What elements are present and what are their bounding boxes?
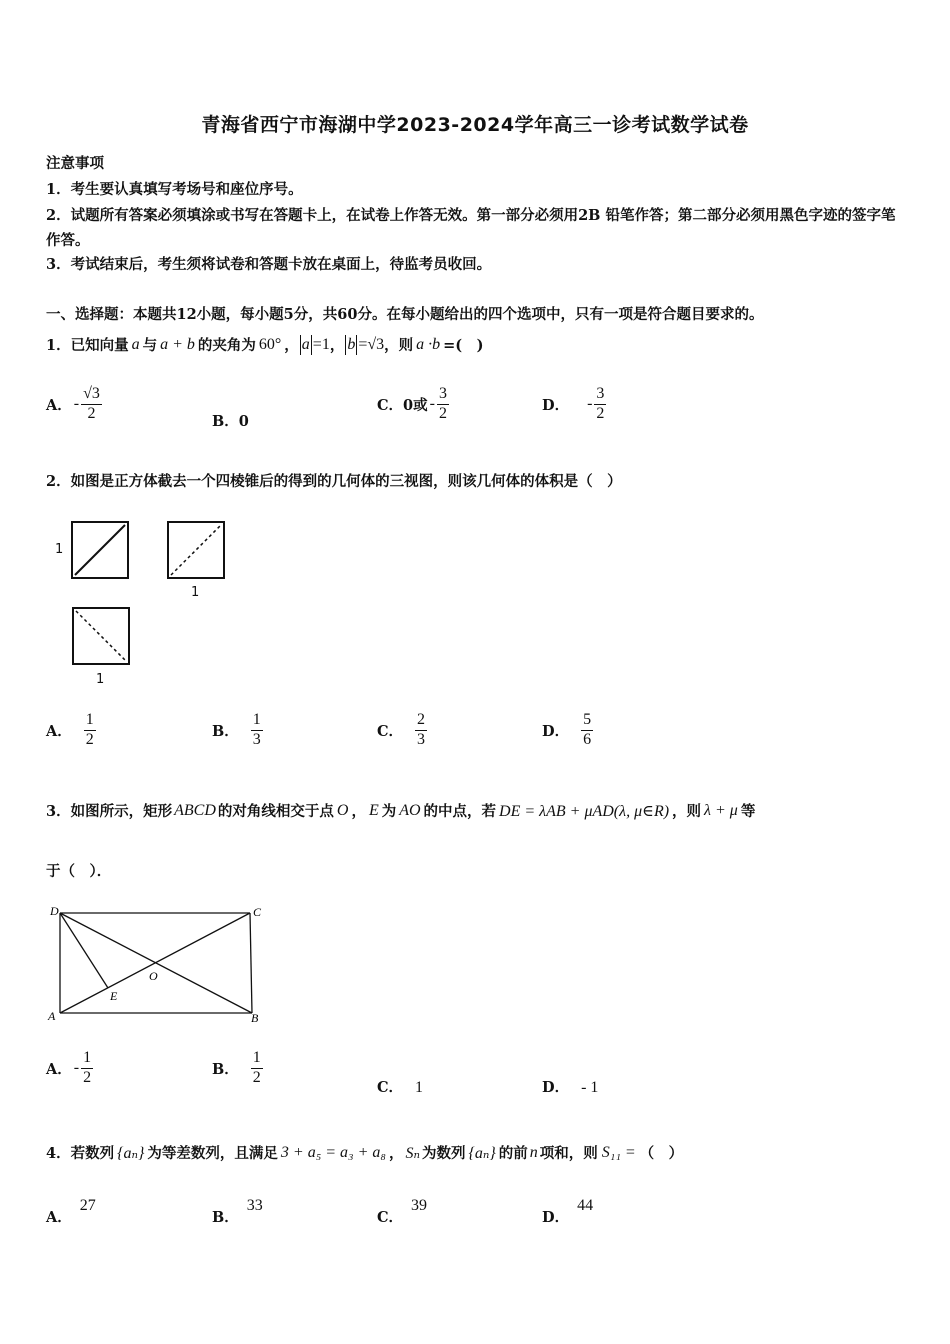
front-view	[71, 521, 129, 579]
numerator: 5	[581, 712, 593, 731]
denominator: 2	[83, 1068, 92, 1086]
numerator: 2	[415, 712, 427, 731]
abs-bar	[311, 335, 312, 355]
q4-option-a[interactable]	[46, 1194, 96, 1226]
numerator: 1	[81, 1050, 93, 1069]
top-view	[72, 607, 130, 665]
minus-sign: -	[73, 395, 80, 413]
fraction	[581, 712, 593, 749]
denominator: 6	[583, 730, 592, 748]
q4-text-6: 项和，则	[539, 1145, 598, 1162]
point-d-label: D	[50, 904, 59, 918]
dashed-diagonal	[74, 609, 128, 663]
option-value: 27	[79, 1197, 96, 1214]
numerator: √3	[81, 386, 102, 405]
q3-rect-name: ABCD	[174, 801, 216, 819]
q4-text-1: 4．若数列	[46, 1145, 115, 1162]
point-e-label: E	[110, 989, 118, 1003]
side-cb	[250, 913, 252, 1013]
point-b-label: B	[251, 1011, 259, 1025]
numerator: 1	[84, 712, 96, 731]
q4-option-b[interactable]	[212, 1194, 263, 1226]
option-label: D．	[542, 1209, 570, 1226]
option-label: C．	[377, 396, 404, 414]
denominator: 2	[87, 404, 96, 422]
q2-option-c[interactable]	[377, 712, 427, 749]
option-value: 1	[415, 1079, 424, 1096]
q2-option-a[interactable]	[46, 712, 96, 749]
side-view	[167, 521, 225, 579]
q4-sn: Sₙ	[405, 1144, 420, 1162]
option-label: A．	[46, 1209, 72, 1226]
fraction	[81, 1050, 93, 1087]
minus-sign: -	[73, 1059, 80, 1077]
question-4	[46, 1142, 683, 1163]
q1-text-4: ，	[284, 337, 299, 354]
q3-option-d[interactable]	[542, 1076, 598, 1097]
q2-option-b[interactable]	[212, 712, 263, 749]
abs-bar	[345, 335, 346, 355]
question-3	[46, 800, 755, 821]
option-label: B．	[212, 413, 239, 430]
q1-text-2: 与	[142, 337, 158, 354]
q2-option-d[interactable]	[542, 712, 593, 749]
option-label: C．	[377, 1209, 404, 1226]
q3-lambda-mu: λ + μ	[704, 801, 738, 819]
notice-heading: 注意事项	[46, 155, 104, 172]
abs-bar	[300, 335, 301, 355]
section-heading: 一、选择题：本题共12小题，每小题5分，共60分。在每小题给出的四个选项中，只有一项是符合题目要求的。	[46, 306, 764, 323]
option-value: 33	[246, 1197, 263, 1214]
q1-dot: a ·b	[416, 335, 441, 353]
rectangle-figure	[44, 900, 270, 1030]
numerator: 3	[594, 386, 606, 405]
q4-option-c[interactable]	[377, 1194, 428, 1226]
notice-item-1: 1．考生要认真填写考场号和座位序号。	[46, 181, 303, 198]
question-1	[46, 334, 484, 355]
q3-option-a[interactable]	[46, 1050, 93, 1087]
q1-abs-b: b	[347, 335, 356, 353]
denominator: 3	[417, 730, 426, 748]
q3-text-4: 为	[381, 803, 397, 820]
point-c-label: C	[253, 905, 262, 919]
q4-an: aₙ	[474, 1144, 490, 1162]
minus-sign: -	[429, 395, 435, 413]
option-label: A．	[46, 396, 72, 414]
notice-item-3: 3．考试结束后，考生须将试卷和答题卡放在桌面上，待监考员收回。	[46, 256, 492, 273]
option-label: C．	[377, 722, 404, 740]
q4-condition: 3 + a₅ = a₃ + a₈	[280, 1143, 386, 1161]
fraction	[251, 1050, 263, 1087]
option-label: B．	[212, 722, 239, 740]
option-label: D．	[542, 396, 570, 414]
denominator: 2	[596, 404, 605, 422]
minus-sign: -	[587, 395, 593, 413]
dimension-label: 1	[96, 672, 105, 687]
q4-text-3: ，	[388, 1145, 404, 1162]
q1-vector-sum: a + b	[160, 335, 195, 353]
q3-option-b[interactable]	[212, 1050, 263, 1087]
segment-de	[60, 913, 108, 988]
abs-bar	[356, 335, 357, 355]
option-label: C．	[377, 1079, 404, 1096]
option-label: A．	[46, 1060, 72, 1078]
question-3-line-2: 于（ ）．	[46, 863, 112, 880]
q3-text-3: ，	[351, 803, 366, 820]
fraction	[84, 712, 96, 749]
fraction	[251, 712, 263, 749]
q4-option-d[interactable]	[542, 1194, 594, 1226]
option-value: - 1	[581, 1079, 599, 1096]
denominator: 3	[252, 730, 261, 748]
fraction	[594, 386, 606, 423]
notice-item-2: 2．试题所有答案必须填涂或书写在答题卡上，在试卷上作答无效。第一部分必须用2B 铅笔作答；第二部分必须用黑色字迹的签字笔作答。	[46, 207, 896, 249]
q1-text-5: ，	[329, 337, 345, 354]
fraction	[437, 386, 449, 423]
option-value: 39	[411, 1197, 428, 1214]
q1-abs-a: a	[301, 335, 310, 353]
fraction	[81, 386, 102, 423]
q4-n: n	[529, 1143, 538, 1161]
q1-text-1: 1．已知向量	[46, 337, 129, 354]
q1-option-c[interactable]	[377, 386, 449, 423]
q1-option-b[interactable]	[212, 410, 249, 431]
q3-text-2: 的对角线相交于点	[217, 803, 334, 820]
q4-sequence: {aₙ}	[117, 1144, 145, 1162]
option-label: B．	[212, 1209, 239, 1226]
dashed-diagonal	[169, 523, 223, 577]
numerator: 1	[251, 712, 263, 731]
q3-text-6: ，则	[672, 803, 702, 820]
question-2: 2．如图是正方体截去一个四棱锥后的得到的几何体的三视图，则该几何体的体积是（ ）	[46, 473, 622, 490]
dimension-label: 1	[55, 542, 64, 557]
option-label: D．	[542, 722, 570, 740]
q3-text-5: 的中点，若	[423, 803, 497, 820]
option-prefix: 0或	[403, 396, 428, 414]
denominator: 2	[252, 1068, 261, 1086]
q3-segment-ao: AO	[399, 801, 421, 819]
option-label: D．	[542, 1079, 570, 1096]
solid-diagonal	[73, 523, 127, 577]
point-o-label: O	[149, 969, 158, 983]
q3-text-7: 等	[740, 803, 756, 820]
q4-text-5: 的前	[498, 1145, 528, 1162]
q3-point-e: E	[368, 801, 379, 819]
q3-option-c[interactable]	[377, 1076, 423, 1097]
q4-sequence-2: {aₙ}	[468, 1144, 496, 1162]
q1-text-3: 的夹角为	[197, 337, 256, 354]
q4-text-4: 为数列	[421, 1145, 466, 1162]
q3-expression: DE = λAB + μAD(λ, μ∈R)	[499, 802, 670, 820]
fraction	[415, 712, 427, 749]
q1-angle: 60°	[258, 335, 282, 353]
q4-an: aₙ	[123, 1144, 138, 1162]
q1-text-7: =( )	[443, 337, 484, 354]
option-value: 44	[577, 1197, 594, 1214]
q1-text-6: ，则	[384, 337, 414, 354]
q1-eq-2: =√3	[358, 335, 385, 353]
q1-option-d[interactable]	[542, 386, 606, 423]
q3-point-o: O	[336, 801, 349, 819]
option-value: 0	[238, 413, 249, 430]
q4-text-7: （ ）	[639, 1145, 684, 1162]
point-a-label: A	[48, 1009, 56, 1023]
option-label: A．	[46, 722, 72, 740]
page-title: 青海省西宁市海湖中学2023-2024学年高三一诊考试数学试卷	[201, 114, 749, 136]
numerator: 1	[251, 1050, 263, 1069]
dimension-label: 1	[191, 585, 200, 600]
q4-s11: S₁₁ =	[601, 1143, 636, 1161]
q3-text-1: 3．如图所示，矩形	[46, 803, 173, 820]
option-label: B．	[212, 1060, 239, 1078]
q1-option-a[interactable]	[46, 386, 102, 423]
q1-eq-1: =1	[312, 335, 330, 353]
numerator: 3	[437, 386, 449, 405]
q4-text-2: 为等差数列，且满足	[147, 1145, 278, 1162]
denominator: 2	[438, 404, 447, 422]
q1-vector-a: a	[131, 335, 140, 353]
denominator: 2	[85, 730, 94, 748]
